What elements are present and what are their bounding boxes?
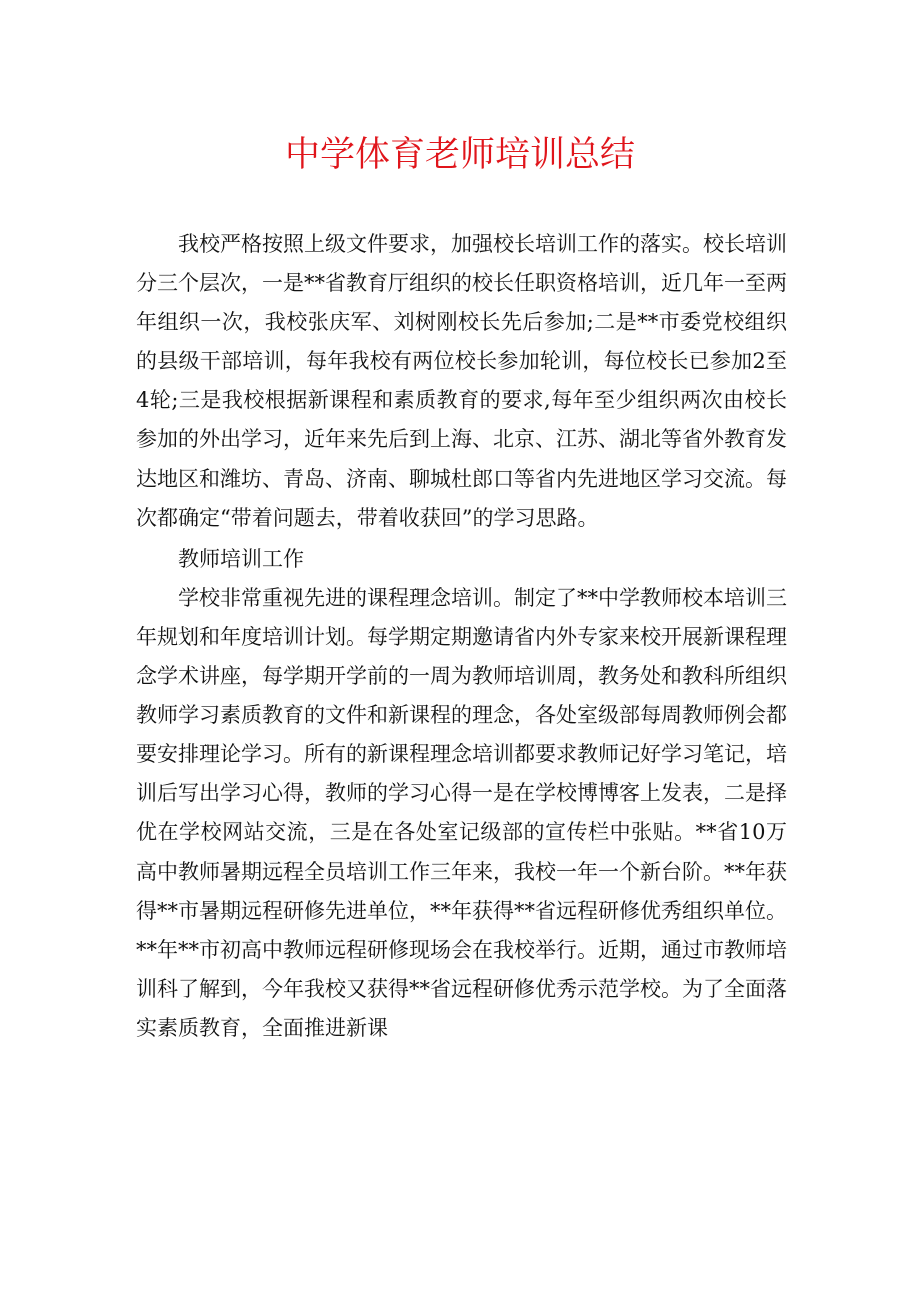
document-title: 中学体育老师培训总结 xyxy=(284,135,635,175)
paragraph-teacher-training: 学校非常重视先进的课程理念培训。制定了**中学教师校本培训三年规划和年度培训计划。每学期定期邀请省内外专家来校开展新课程理念学术讲座，每学期开学前的一周为教师培训周，教务处和教科所组织教师学习素质教育的文件和新课程的理念，各处室级部每周教师例会都要安排理论学习。所有的新课程理念培训都要求教师记好学习笔记，培训后写出学习心得，教师的学习心得一是在学校博博客上发表，二是择优在学校网站交流，三是在各处室记级部的宣传栏中张贴。**省10万高中教师暑期远程全员培训工作三年来，我校一年一个新台阶。**年获得**市暑期远程研修先进单位，**年获得**省远程研修优秀组织单位。**年**市初高中教师远程研修现场会在我校举行。近期，通过市教师培训科了解到，今年我校又获得**省远程研修优秀示范学校。为了全面落实素质教育，全面推进新课 xyxy=(136,585,787,1040)
section-heading-teacher-training: 教师培训工作 xyxy=(178,546,304,571)
document-body xyxy=(136,225,787,1048)
paragraph-principal-training: 我校严格按照上级文件要求，加强校长培训工作的落实。校长培训分三个层次，一是**省教育厅组织的校长任职资格培训，近几年一至两年组织一次，我校张庆军、刘树刚校长先后参加;二是**市委党校组织的县级干部培训，每年我校有两位校长参加轮训，每位校长已参加2至4轮;三是我校根据新课程和素质教育的要求,每年至少组织两次由校长参加的外出学习，近年来先后到上海、北京、江苏、湖北等省外教育发达地区和潍坊、青岛、济南、聊城杜郎口等省内先进地区学习交流。每次都确定“带着问题去，带着收获回”的学习思路。 xyxy=(136,232,787,530)
